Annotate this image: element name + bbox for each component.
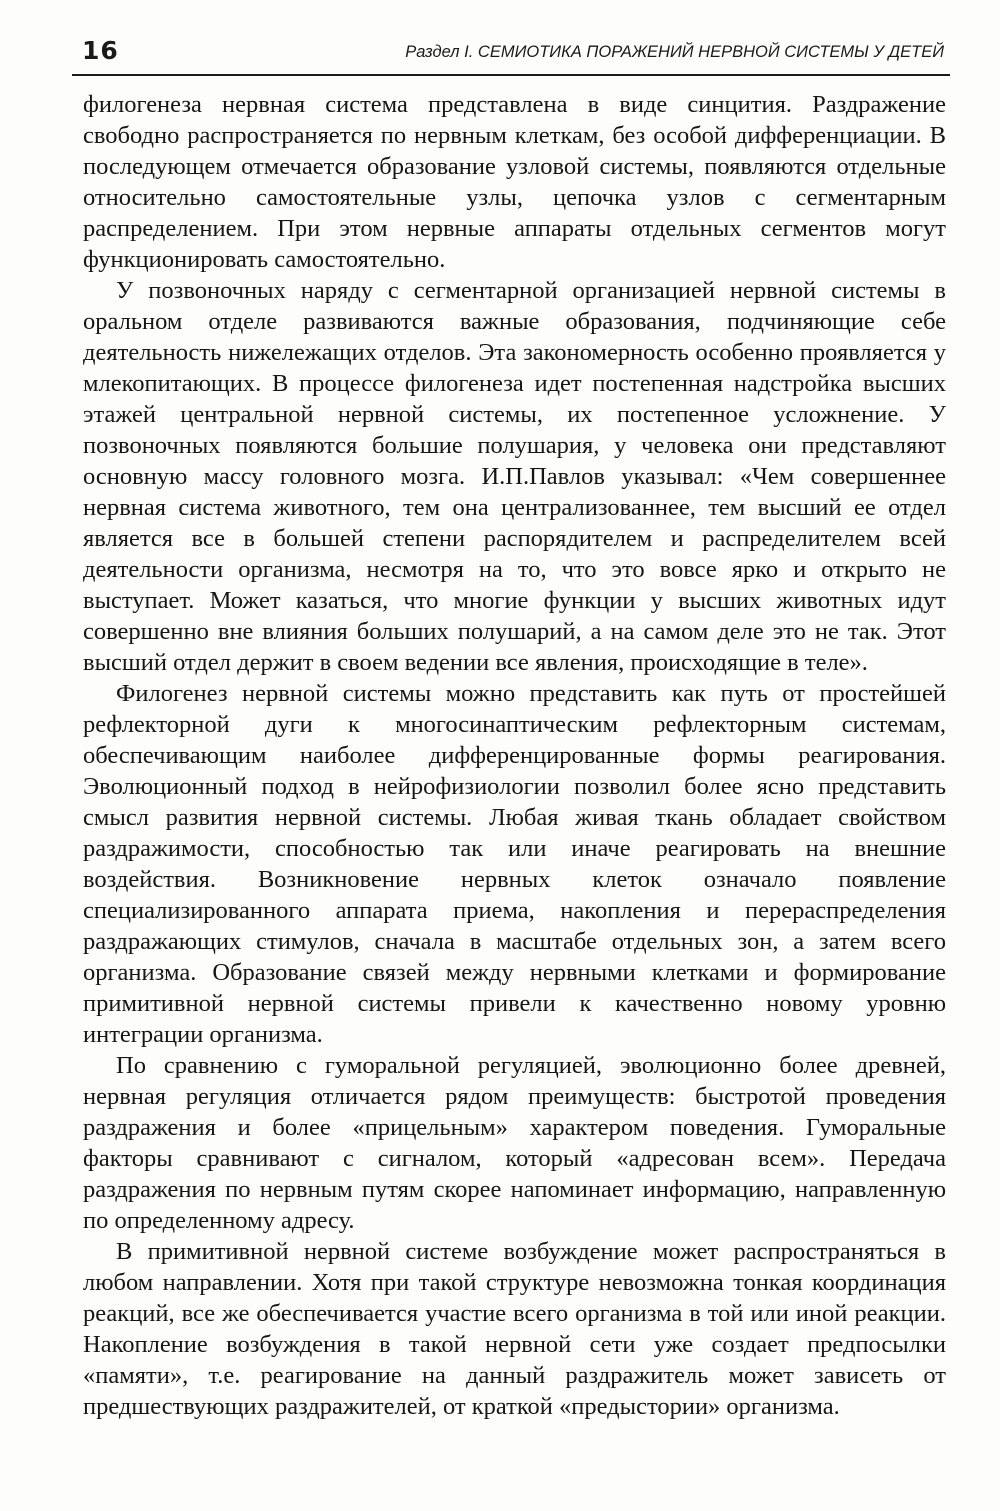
paragraph: У позвоночных наряду с сегментарной организацией нервной системы в оральном отделе развиваются важные образования, подчиняющие себе деятельность нижележащих отделов. Эта закономерность особенно проявляется у млекопитающих. В процессе филогенеза идет постепенная надстройка высших этажей центральной нервной системы, их постепенное усложнение. У позвоночных появляются большие полушария, у человека они представляют основную массу головного мозга. И.П.Павлов указывал: «Чем совершеннее нервная система животного, тем она централизованнее, тем высший ее отдел является все в большей степени распорядителем и распределителем всей деятельности организма, несмотря на то, что это вовсе ярко и открыто не выступает. Может казаться, что многие функции у высших животных идут совершенно вне влияния больших полушарий, а на самом деле это не так. Этот высший отдел держит в своем ведении все явления, происходящие в теле».: [83, 277, 946, 676]
page-header: [72, 34, 950, 74]
paragraph: По сравнению с гуморальной регуляцией, эволюционно более древней, нервная регуляция отличается рядом преимуществ: быстротой проведения раздражения и более «прицельным» характером поведения. Гуморальные факторы сравнивают с сигналом, который «адресован всем». Передача раздражения по нервным путям скорее напоминает информацию, направленную по определенному адресу.: [83, 1052, 946, 1234]
paragraph: В примитивной нервной системе возбуждение может распространяться в любом направлении. Хотя при такой структуре невозможна тонкая координация реакций, все же обеспечивается участие всего организма в той или иной реакции. Накопление возбуждения в такой нервной сети уже создает предпосылки «памяти», т.е. реагирование на данный раздражитель может зависеть от предшествующих раздражителей, от краткой «предыстории» организма.: [83, 1238, 946, 1420]
running-head: Раздел I. СЕМИОТИКА ПОРАЖЕНИЙ НЕРВНОЙ СИСТЕМЫ У ДЕТЕЙ: [405, 43, 944, 61]
header-divider: [72, 74, 950, 76]
paragraph: филогенеза нервная система представлена в виде синцития. Раздражение свободно распространяется по нервным клеткам, без особой дифференциации. В последующем отмечается образование узловой системы, появляются отдельные относительно самостоятельные узлы, цепочка узлов с сегментарным распределением. При этом нервные аппараты отдельных сегментов могут функционировать самостоятельно.: [83, 91, 946, 273]
paragraph: Филогенез нервной системы можно представить как путь от простейшей рефлекторной дуги к многосинаптическим рефлекторным системам, обеспечивающим наиболее дифференцированные формы реагирования. Эволюционный подход в нейрофизиологии позволил более ясно представить смысл развития нервной системы. Любая живая ткань обладает свойством раздражимости, способностью так или иначе реагировать на внешние воздействия. Возникновение нервных клеток означало появление специализированного аппарата приема, накопления и перераспределения раздражающих стимулов, сначала в масштабе отдельных зон, а затем всего организма. Образование связей между нервными клетками и формирование примитивной нервной системы привели к качественно новому уровню интеграции организма.: [83, 680, 946, 1048]
page-number: 16: [82, 36, 119, 65]
body-text: [83, 89, 946, 1422]
